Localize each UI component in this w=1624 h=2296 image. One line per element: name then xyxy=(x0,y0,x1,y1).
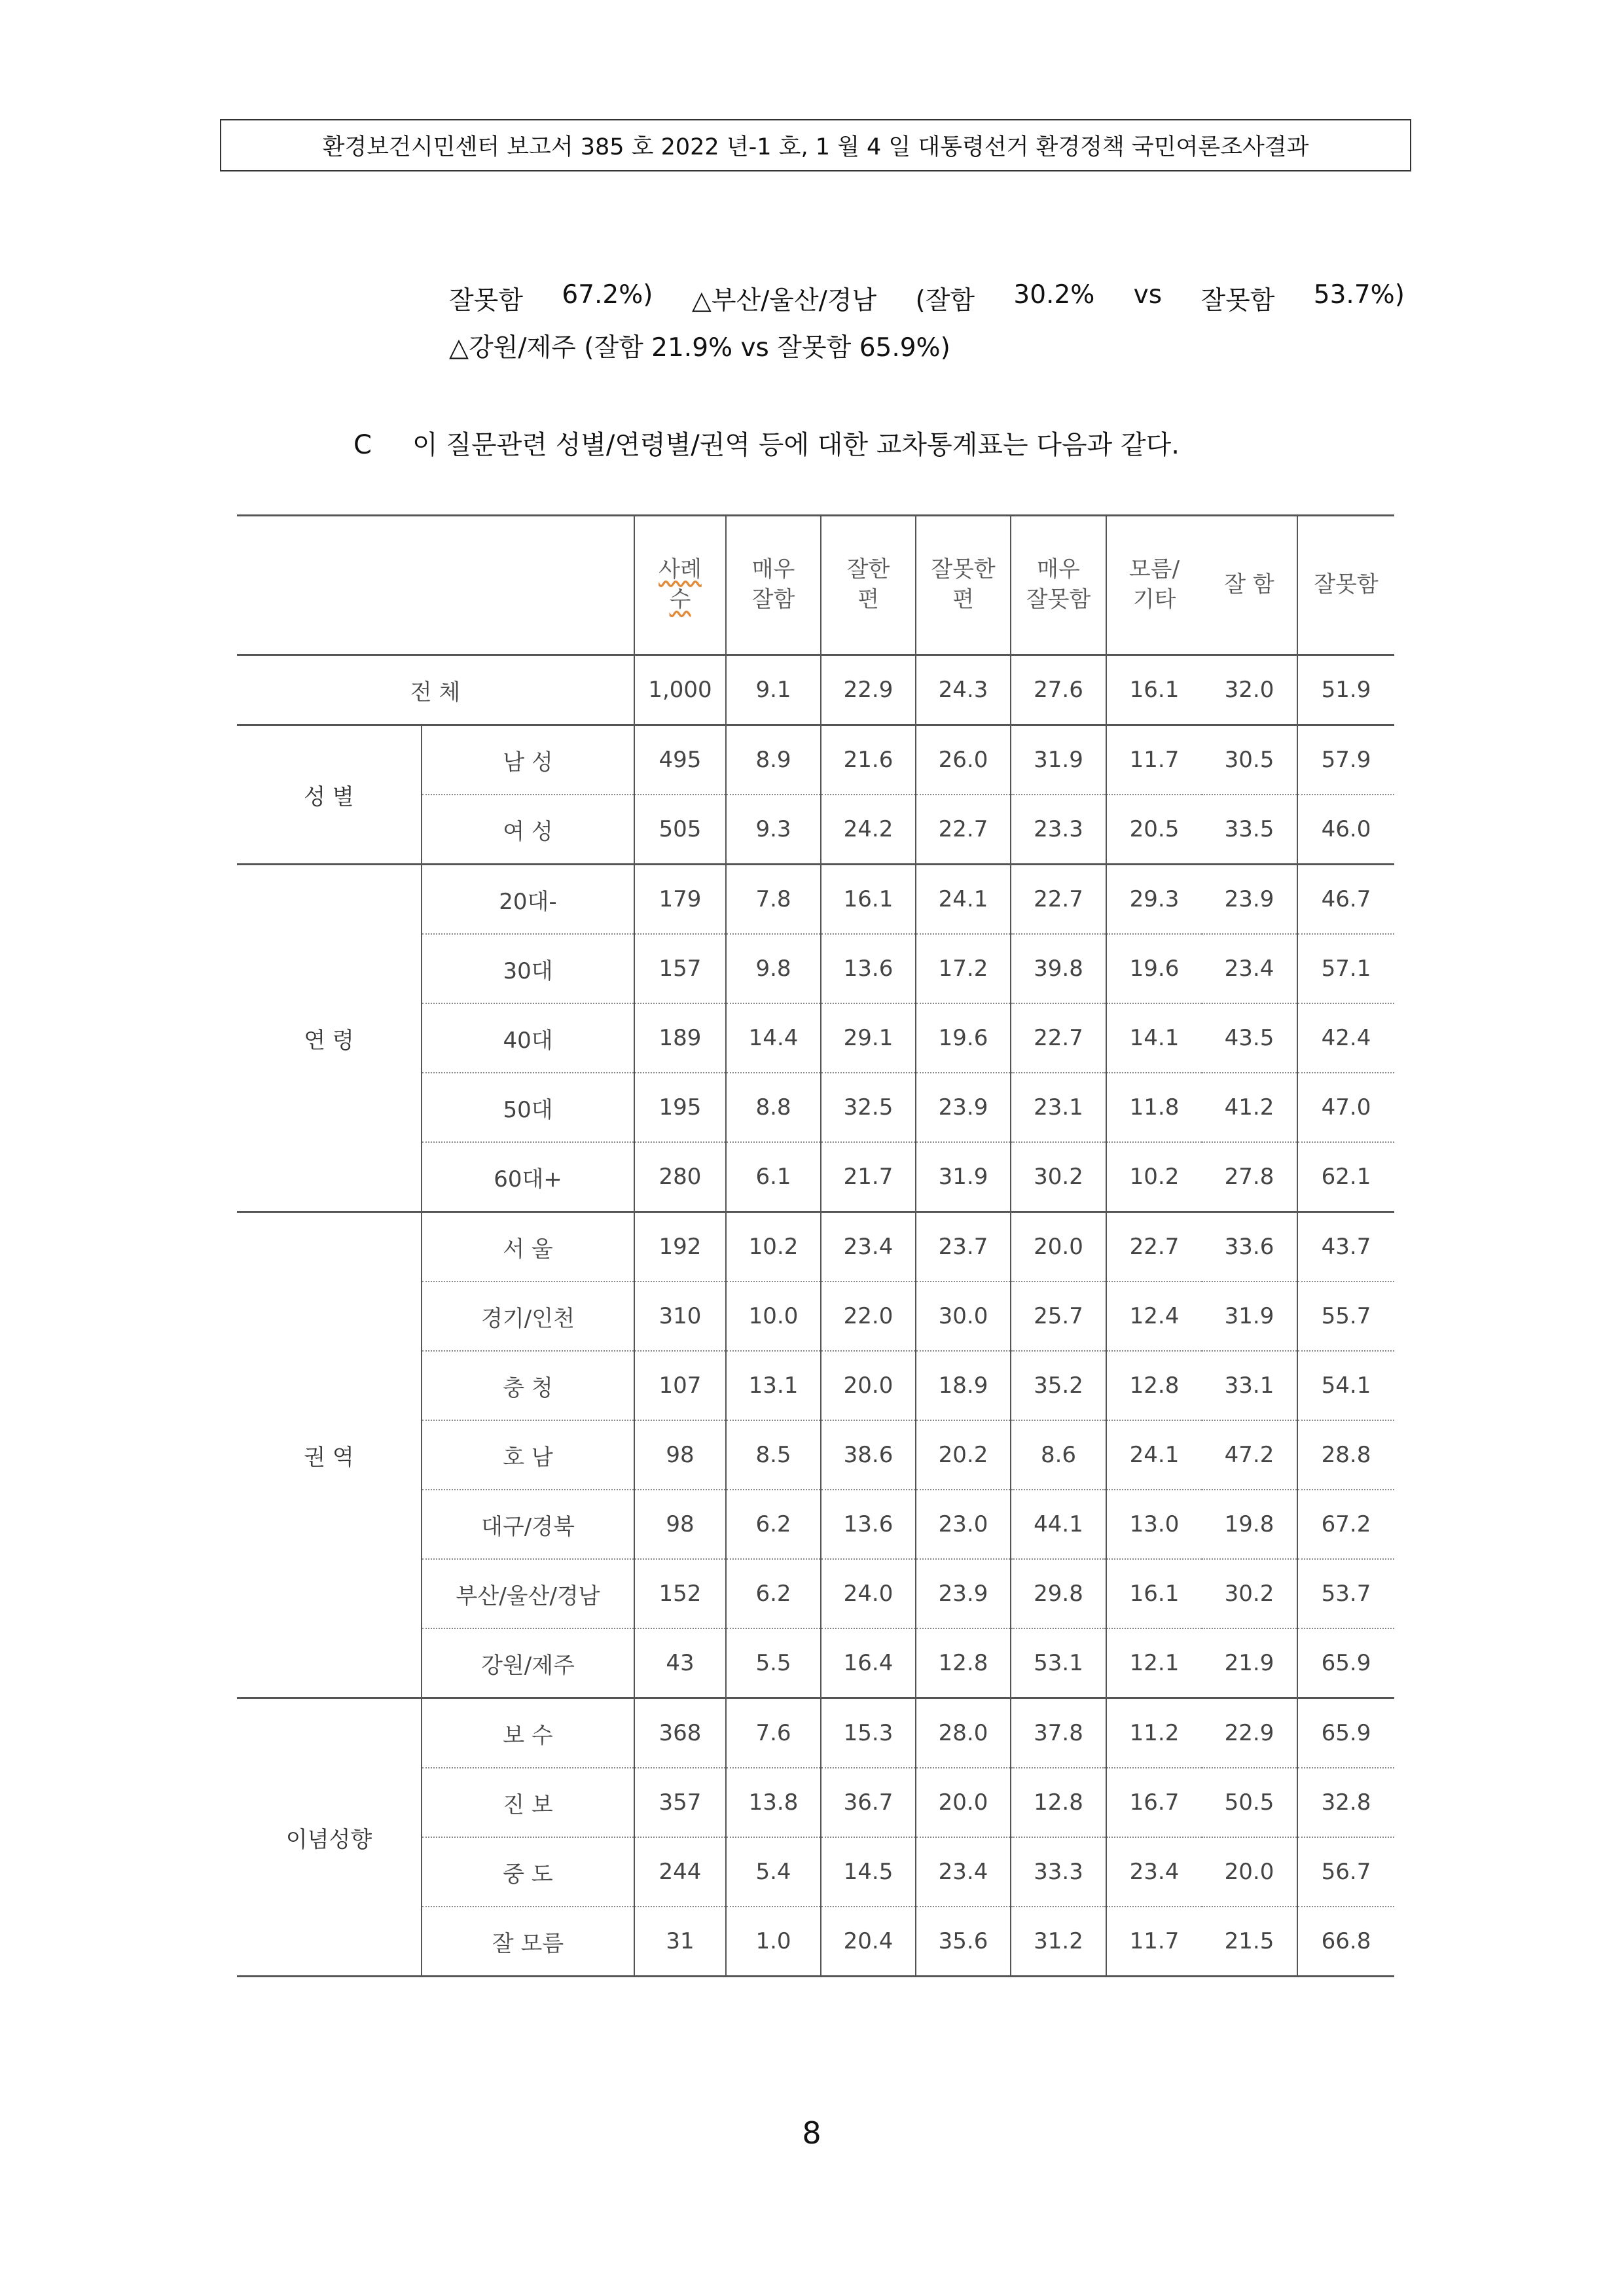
header-text: 잘못함 xyxy=(1314,571,1379,598)
table-cell: 13.8 xyxy=(726,1768,821,1837)
table-cell: 10.2 xyxy=(726,1212,821,1282)
header-text: 잘 함 xyxy=(1224,571,1274,598)
group-label: 권 역 xyxy=(237,1212,422,1698)
table-cell: 23.1 xyxy=(1011,1073,1106,1142)
table-cell: 42.4 xyxy=(1297,1003,1394,1073)
table-cell: 10.2 xyxy=(1106,1142,1202,1212)
header-text: 잘못함 xyxy=(1026,586,1091,613)
table-cell: 29.8 xyxy=(1011,1559,1106,1628)
table-cell: 56.7 xyxy=(1297,1837,1394,1907)
para-word: 67.2%) xyxy=(562,280,653,310)
table-cell: 195 xyxy=(634,1073,726,1142)
table-cell: 16.1 xyxy=(821,865,916,935)
header-text: 수 xyxy=(669,586,691,613)
table-cell: 14.4 xyxy=(726,1003,821,1073)
table-cell: 14.1 xyxy=(1106,1003,1202,1073)
table-cell: 12.8 xyxy=(1011,1768,1106,1837)
table-cell: 98 xyxy=(634,1420,726,1490)
table-cell: 22.7 xyxy=(1011,1003,1106,1073)
table-cell: 310 xyxy=(634,1282,726,1351)
table-cell: 368 xyxy=(634,1698,726,1768)
table-cell: 67.2 xyxy=(1297,1490,1394,1559)
page-number: 8 xyxy=(802,2115,821,2151)
row-label: 대구/경북 xyxy=(422,1490,634,1559)
header-very-good xyxy=(726,516,821,655)
table-row xyxy=(237,865,1394,935)
table-cell: 9.3 xyxy=(726,795,821,865)
table-cell: 31.2 xyxy=(1011,1907,1106,1977)
table-cell: 22.9 xyxy=(821,655,916,725)
header-text: 잘못한 xyxy=(931,556,996,583)
group-label: 연 령 xyxy=(237,865,422,1212)
table-cell: 65.9 xyxy=(1297,1628,1394,1698)
table-cell: 31.9 xyxy=(916,1142,1011,1212)
table-cell: 23.3 xyxy=(1011,795,1106,865)
table-cell: 21.6 xyxy=(821,725,916,795)
table-cell: 33.1 xyxy=(1202,1351,1297,1420)
table-cell: 53.1 xyxy=(1011,1628,1106,1698)
table-cell: 47.2 xyxy=(1202,1420,1297,1490)
para-word: (잘함 xyxy=(915,286,975,315)
table-cell: 11.7 xyxy=(1106,1907,1202,1977)
header-text: 모름/ xyxy=(1128,556,1180,583)
table-cell: 43.7 xyxy=(1297,1212,1394,1282)
header-unknown xyxy=(1106,516,1202,655)
cross-tabulation-table xyxy=(237,514,1394,1977)
header-text: 기타 xyxy=(1132,586,1176,613)
table-cell: 17.2 xyxy=(916,934,1011,1003)
table-cell: 27.6 xyxy=(1011,655,1106,725)
bullet-text: 이 질문관련 성별/연령별/권역 등에 대한 교차통계표는 다음과 같다. xyxy=(412,430,1180,460)
table-cell: 31.9 xyxy=(1202,1282,1297,1351)
row-label: 호 남 xyxy=(422,1420,634,1490)
table-cell: 30.2 xyxy=(1202,1559,1297,1628)
row-label: 40대 xyxy=(422,1003,634,1073)
table-cell: 22.0 xyxy=(821,1282,916,1351)
table-cell: 23.9 xyxy=(916,1073,1011,1142)
header-bad xyxy=(916,516,1011,655)
paragraph-line-2: △강원/제주 (잘함 21.9% vs 잘못함 65.9%) xyxy=(449,333,950,363)
header-text: 잘한 xyxy=(846,556,890,583)
table-cell: 32.8 xyxy=(1297,1768,1394,1837)
row-label: 부산/울산/경남 xyxy=(422,1559,634,1628)
table-cell: 21.5 xyxy=(1202,1907,1297,1977)
table-cell: 46.7 xyxy=(1297,865,1394,935)
para-word: 잘못함 xyxy=(1200,286,1275,315)
row-label: 서 울 xyxy=(422,1212,634,1282)
table-cell: 23.4 xyxy=(916,1837,1011,1907)
bullet-paragraph xyxy=(353,424,1270,461)
table-cell: 10.0 xyxy=(726,1282,821,1351)
table-cell: 1,000 xyxy=(634,655,726,725)
table-cell: 19.6 xyxy=(916,1003,1011,1073)
table-cell: 20.0 xyxy=(916,1768,1011,1837)
table-cell: 31 xyxy=(634,1907,726,1977)
table-cell: 8.8 xyxy=(726,1073,821,1142)
table-cell: 19.6 xyxy=(1106,934,1202,1003)
table-cell: 37.8 xyxy=(1011,1698,1106,1768)
table-cell: 16.7 xyxy=(1106,1768,1202,1837)
header-blank-cell xyxy=(237,516,634,655)
table-cell: 32.0 xyxy=(1202,655,1297,725)
table-cell: 16.4 xyxy=(821,1628,916,1698)
header-very-bad xyxy=(1011,516,1106,655)
table-cell: 27.8 xyxy=(1202,1142,1297,1212)
table-cell: 32.5 xyxy=(821,1073,916,1142)
total-label: 전 체 xyxy=(237,655,634,725)
table-cell: 1.0 xyxy=(726,1907,821,1977)
table-cell: 20.2 xyxy=(916,1420,1011,1490)
table-cell: 46.0 xyxy=(1297,795,1394,865)
group-label: 성 별 xyxy=(237,725,422,865)
table-cell: 16.1 xyxy=(1106,1559,1202,1628)
table-cell: 98 xyxy=(634,1490,726,1559)
report-header-title: 환경보건시민센터 보고서 385 호 2022 년-1 호, 1 월 4 일 대통령선거 환경정책 국민여론조사결과 xyxy=(322,134,1309,160)
table-cell: 29.1 xyxy=(821,1003,916,1073)
table-cell: 20.0 xyxy=(1011,1212,1106,1282)
table-row xyxy=(237,1698,1394,1768)
table-cell: 15.3 xyxy=(821,1698,916,1768)
para-word: 53.7%) xyxy=(1313,280,1405,310)
table-cell: 6.1 xyxy=(726,1142,821,1212)
table-cell: 192 xyxy=(634,1212,726,1282)
header-text: 매우 xyxy=(1037,556,1080,583)
table-cell: 189 xyxy=(634,1003,726,1073)
table-cell: 22.7 xyxy=(1011,865,1106,935)
table-cell: 24.2 xyxy=(821,795,916,865)
table-cell: 23.7 xyxy=(916,1212,1011,1282)
table-cell: 21.7 xyxy=(821,1142,916,1212)
table-cell: 8.9 xyxy=(726,725,821,795)
report-header xyxy=(220,119,1411,171)
header-bad-total xyxy=(1297,516,1394,655)
table-cell: 23.0 xyxy=(916,1490,1011,1559)
table-cell: 25.7 xyxy=(1011,1282,1106,1351)
table-cell: 28.0 xyxy=(916,1698,1011,1768)
table-cell: 495 xyxy=(634,725,726,795)
table-cell: 280 xyxy=(634,1142,726,1212)
row-label: 잘 모름 xyxy=(422,1907,634,1977)
table-cell: 53.7 xyxy=(1297,1559,1394,1628)
table-cell: 30.2 xyxy=(1011,1142,1106,1212)
table-cell: 22.7 xyxy=(916,795,1011,865)
table-cell: 179 xyxy=(634,865,726,935)
table-cell: 54.1 xyxy=(1297,1351,1394,1420)
table-cell: 24.1 xyxy=(916,865,1011,935)
row-label: 중 도 xyxy=(422,1837,634,1907)
table-cell: 24.1 xyxy=(1106,1420,1202,1490)
table-cell: 50.5 xyxy=(1202,1768,1297,1837)
header-sample-size xyxy=(634,516,726,655)
table-row xyxy=(237,1212,1394,1282)
row-label: 20대- xyxy=(422,865,634,935)
table-cell: 43 xyxy=(634,1628,726,1698)
table-cell: 57.9 xyxy=(1297,725,1394,795)
table-cell: 12.1 xyxy=(1106,1628,1202,1698)
table-cell: 20.4 xyxy=(821,1907,916,1977)
table-cell: 8.6 xyxy=(1011,1420,1106,1490)
table-cell: 357 xyxy=(634,1768,726,1837)
table-cell: 13.1 xyxy=(726,1351,821,1420)
row-label: 60대+ xyxy=(422,1142,634,1212)
para-word: 잘못함 xyxy=(449,286,524,315)
row-label: 30대 xyxy=(422,934,634,1003)
bullet-marker: C xyxy=(353,430,372,460)
table-cell: 23.9 xyxy=(1202,865,1297,935)
table-cell: 23.4 xyxy=(1202,934,1297,1003)
table-cell: 8.5 xyxy=(726,1420,821,1490)
table-cell: 57.1 xyxy=(1297,934,1394,1003)
table-cell: 20.0 xyxy=(821,1351,916,1420)
group-label: 이념성향 xyxy=(237,1698,422,1977)
header-text: 매우 xyxy=(751,556,795,583)
table-cell: 11.2 xyxy=(1106,1698,1202,1768)
table-cell: 23.9 xyxy=(916,1559,1011,1628)
table-cell: 39.8 xyxy=(1011,934,1106,1003)
header-text: 편 xyxy=(857,586,879,613)
table-cell: 11.8 xyxy=(1106,1073,1202,1142)
table-cell: 24.3 xyxy=(916,655,1011,725)
table-cell: 6.2 xyxy=(726,1490,821,1559)
table-cell: 9.8 xyxy=(726,934,821,1003)
table-cell: 23.4 xyxy=(821,1212,916,1282)
table-cell: 5.4 xyxy=(726,1837,821,1907)
table-cell: 13.0 xyxy=(1106,1490,1202,1559)
table-cell: 30.5 xyxy=(1202,725,1297,795)
table-cell: 13.6 xyxy=(821,1490,916,1559)
table-cell: 157 xyxy=(634,934,726,1003)
row-label: 경기/인천 xyxy=(422,1282,634,1351)
table-cell: 65.9 xyxy=(1297,1698,1394,1768)
table-cell: 29.3 xyxy=(1106,865,1202,935)
table-cell: 43.5 xyxy=(1202,1003,1297,1073)
row-label: 여 성 xyxy=(422,795,634,865)
table-cell: 21.9 xyxy=(1202,1628,1297,1698)
table-cell: 7.6 xyxy=(726,1698,821,1768)
row-label: 충 청 xyxy=(422,1351,634,1420)
para-word: 30.2% xyxy=(1013,280,1095,310)
table-cell: 12.8 xyxy=(1106,1351,1202,1420)
row-label: 남 성 xyxy=(422,725,634,795)
table-cell: 244 xyxy=(634,1837,726,1907)
table-cell: 16.1 xyxy=(1106,655,1202,725)
table-cell: 41.2 xyxy=(1202,1073,1297,1142)
row-label: 보 수 xyxy=(422,1698,634,1768)
para-word: △부산/울산/경남 xyxy=(691,286,877,315)
header-good-total xyxy=(1202,516,1297,655)
table-cell: 14.5 xyxy=(821,1837,916,1907)
table-cell: 55.7 xyxy=(1297,1282,1394,1351)
table-cell: 22.9 xyxy=(1202,1698,1297,1768)
table-cell: 26.0 xyxy=(916,725,1011,795)
table-cell: 35.6 xyxy=(916,1907,1011,1977)
table-cell: 33.6 xyxy=(1202,1212,1297,1282)
table-cell: 38.6 xyxy=(821,1420,916,1490)
table-cell: 33.3 xyxy=(1011,1837,1106,1907)
table-cell: 51.9 xyxy=(1297,655,1394,725)
table-cell: 33.5 xyxy=(1202,795,1297,865)
table-cell: 24.0 xyxy=(821,1559,916,1628)
paragraph-line-1 xyxy=(449,280,1405,317)
table-cell: 7.8 xyxy=(726,865,821,935)
table-cell: 47.0 xyxy=(1297,1073,1394,1142)
table-cell: 22.7 xyxy=(1106,1212,1202,1282)
table-cell: 28.8 xyxy=(1297,1420,1394,1490)
header-good xyxy=(821,516,916,655)
row-label: 강원/제주 xyxy=(422,1628,634,1698)
table-cell: 35.2 xyxy=(1011,1351,1106,1420)
header-text: 잘함 xyxy=(751,586,795,613)
table-header-row xyxy=(237,516,1394,655)
table-cell: 12.4 xyxy=(1106,1282,1202,1351)
row-label: 50대 xyxy=(422,1073,634,1142)
table-cell: 152 xyxy=(634,1559,726,1628)
table-cell: 5.5 xyxy=(726,1628,821,1698)
table-cell: 31.9 xyxy=(1011,725,1106,795)
header-text: 편 xyxy=(952,586,974,613)
table-row xyxy=(237,725,1394,795)
table-cell: 66.8 xyxy=(1297,1907,1394,1977)
table-cell: 30.0 xyxy=(916,1282,1011,1351)
table-cell: 23.4 xyxy=(1106,1837,1202,1907)
row-label: 진 보 xyxy=(422,1768,634,1837)
table-row-total xyxy=(237,655,1394,725)
table-cell: 9.1 xyxy=(726,655,821,725)
table-cell: 19.8 xyxy=(1202,1490,1297,1559)
table-cell: 6.2 xyxy=(726,1559,821,1628)
table-cell: 44.1 xyxy=(1011,1490,1106,1559)
table-cell: 62.1 xyxy=(1297,1142,1394,1212)
table-cell: 13.6 xyxy=(821,934,916,1003)
table-cell: 11.7 xyxy=(1106,725,1202,795)
para-word: vs xyxy=(1133,280,1163,310)
table-cell: 20.0 xyxy=(1202,1837,1297,1907)
table-cell: 36.7 xyxy=(821,1768,916,1837)
table-cell: 107 xyxy=(634,1351,726,1420)
table-cell: 505 xyxy=(634,795,726,865)
table-cell: 12.8 xyxy=(916,1628,1011,1698)
table-cell: 18.9 xyxy=(916,1351,1011,1420)
header-text: 사례 xyxy=(659,556,702,583)
table-cell: 20.5 xyxy=(1106,795,1202,865)
